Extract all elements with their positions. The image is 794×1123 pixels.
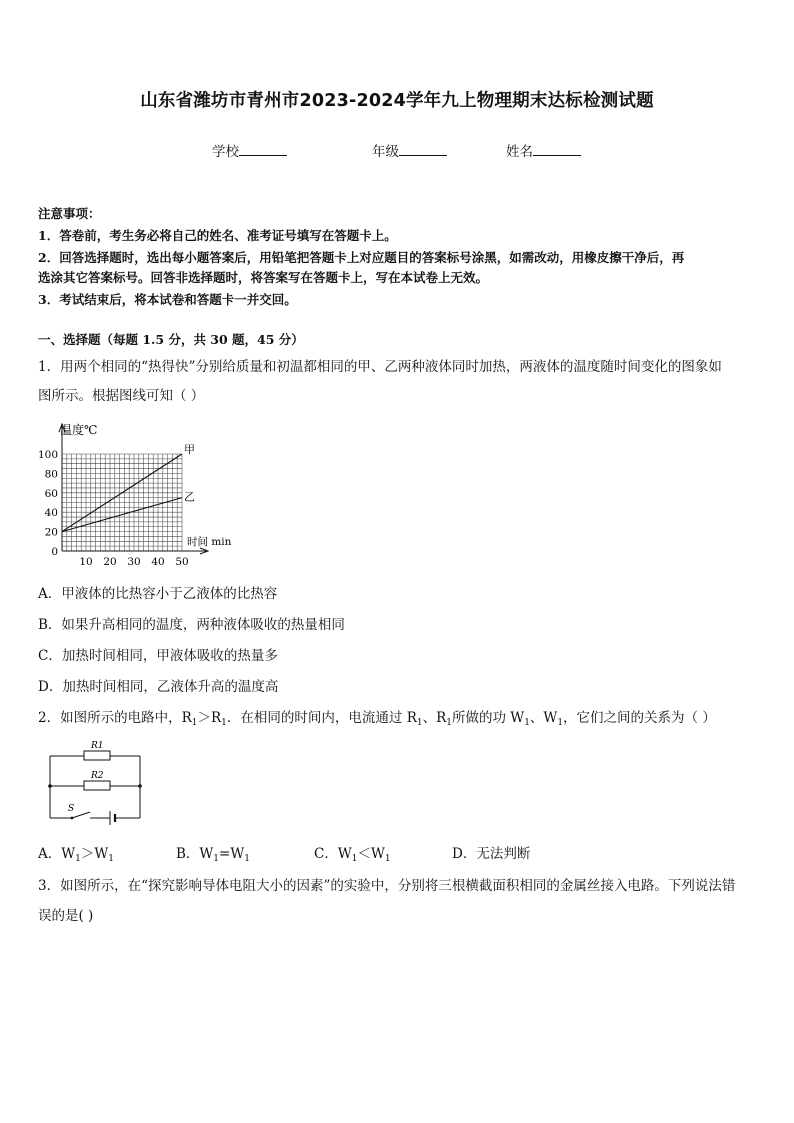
resistor-r1 xyxy=(84,751,110,760)
q2-option-a[interactable]: A．$W_1>W_1$ xyxy=(38,846,114,864)
section-heading: 一、选择题（每题 1.5 分，共 30 题，45 分） xyxy=(38,332,304,347)
junction-right xyxy=(138,784,142,788)
x-tick-label: 50 xyxy=(175,556,189,566)
q2-stem: 2．如图所示的电路中，$R_1>R_1$．在相同的时间内，电流通过 $R_1$、$R_1$所做的功 $W_1$、$W_1$，它们之间的关系为（ ） xyxy=(38,710,716,728)
r1-label: R1 xyxy=(91,741,104,751)
switch xyxy=(72,812,90,818)
series-label-2: 乙 xyxy=(184,490,195,504)
q1-option-d[interactable]: D．加热时间相同，乙液体升高的温度高 xyxy=(38,679,279,695)
school-label: 学校 xyxy=(212,144,239,160)
q1-option-b[interactable]: B．如果升高相同的温度，两种液体吸收的热量相同 xyxy=(38,617,345,633)
page-title: 山东省潍坊市青州市2023-2024学年九上物理期末达标检测试题 xyxy=(140,91,654,111)
y-tick-label: 80 xyxy=(44,468,58,481)
x-tick-label: 30 xyxy=(127,556,141,566)
school-blank[interactable] xyxy=(239,143,287,156)
y-tick-label: 0 xyxy=(51,546,58,558)
notice-item-3: 3．考试结束后，将本试卷和答题卡一并交回。 xyxy=(38,292,297,307)
y-tick-label: 20 xyxy=(44,526,58,539)
notice-item-2-cont: 选涂其它答案标号。回答非选择题时，将答案写在答题卡上，写在本试卷上无效。 xyxy=(38,270,489,285)
y-tick-label: 40 xyxy=(44,507,58,520)
switch-label: S xyxy=(68,804,75,814)
x-axis-label: 时间 min xyxy=(187,536,232,548)
grade-label: 年级 xyxy=(372,144,399,160)
notice-item-2: 2．回答选择题时，选出每小题答案后，用铅笔把答题卡上对应题目的答案标号涂黑，如需改动，用橡皮擦干净后，再 xyxy=(38,250,685,265)
school-field[interactable] xyxy=(212,140,287,160)
x-tick-label: 10 xyxy=(79,556,93,566)
q1-option-c[interactable]: C．加热时间相同，甲液体吸收的热量多 xyxy=(38,648,278,664)
q3-stem-line1: 3．如图所示，在“探究影响导体电阻大小的因素”的实验中，分别将三根横截面积相同的金属丝接入电路。下列说法错 xyxy=(38,878,736,894)
name-blank[interactable] xyxy=(533,143,581,156)
grade-blank[interactable] xyxy=(399,143,447,156)
name-field[interactable] xyxy=(506,140,581,160)
y-tick-label: 60 xyxy=(44,487,58,500)
q1-option-a[interactable]: A．甲液体的比热容小于乙液体的比热容 xyxy=(38,586,278,602)
r2-label: R2 xyxy=(91,771,104,781)
y-tick-label: 100 xyxy=(37,449,58,461)
switch-pivot xyxy=(71,817,74,820)
notice-item-1: 1．答卷前，考生务必将自己的姓名、准考证号填写在答题卡上。 xyxy=(38,228,397,243)
grade-field[interactable] xyxy=(372,140,447,160)
resistor-r2 xyxy=(84,781,110,790)
notice-heading: 注意事项： xyxy=(38,206,101,221)
series-label-1: 甲 xyxy=(184,443,195,456)
x-tick-label: 20 xyxy=(103,556,117,566)
junction-left xyxy=(48,784,52,788)
q2-option-b[interactable]: B．$W_1=W_1$ xyxy=(176,846,250,864)
x-tick-label: 40 xyxy=(151,556,165,566)
q1-stem-line2: 图所示。根据图线可知（ ） xyxy=(38,388,205,404)
chart-lines xyxy=(62,443,195,532)
q1-stem-line1: 1．用两个相同的“热得快”分别给质量和初温都相同的甲、乙两种液体同时加热，两液体的温度随时间变化的图象如 xyxy=(38,359,722,375)
y-axis-label: 温度℃ xyxy=(60,423,98,437)
q2-option-c[interactable]: C．$W_1<W_1$ xyxy=(314,846,391,864)
q2-option-d[interactable]: D．无法判断 xyxy=(452,846,531,862)
q3-stem-line2: 误的是( ) xyxy=(38,908,94,924)
temperature-time-chart xyxy=(36,418,246,566)
circuit-diagram xyxy=(44,738,148,832)
name-label: 姓名 xyxy=(506,144,533,160)
